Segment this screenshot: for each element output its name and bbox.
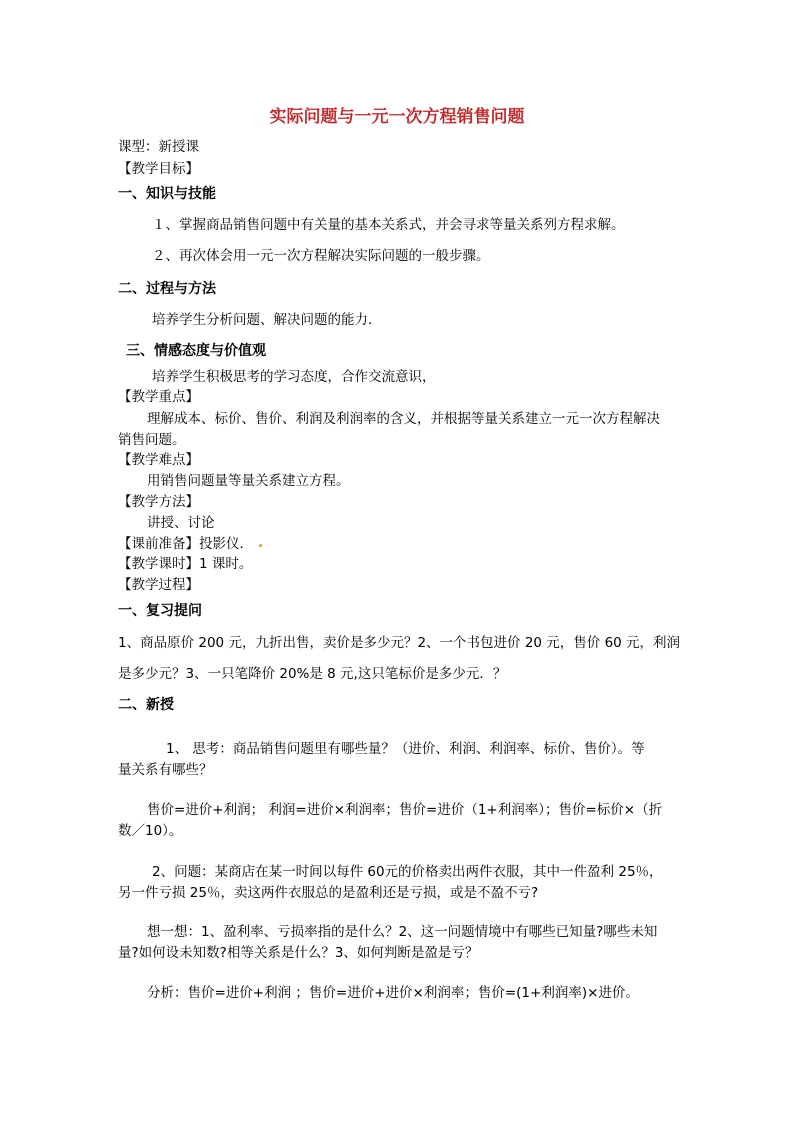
method-header: 【教学方法】 xyxy=(118,494,199,510)
hours-line: 【教学课时】1 课时。 xyxy=(118,556,253,572)
process-header: 【教学过程】 xyxy=(118,577,199,593)
preparation-line xyxy=(118,534,262,554)
formula-line-2: 数／10）。 xyxy=(118,823,183,839)
preparation-text: 【课前准备】投影仪． xyxy=(118,536,253,552)
process-heading: 二、过程与方法 xyxy=(118,281,216,297)
problem-line-2: 另一件亏损 25％，卖这两件衣服总的是盈利还是亏损，或是不盈不亏? xyxy=(118,885,539,901)
formula-line-1: 售价=进价+利润； 利润=进价×利润率；售价=进价（1+利润率）；售价=标价×（折 xyxy=(147,802,663,818)
emotion-heading: 三、情感态度与价值观 xyxy=(126,343,266,359)
knowledge-item-1: １、掌握商品销售问题中有关量的基本关系式，并会寻求等量关系列方程求解。 xyxy=(152,217,625,233)
difficulty-text: 用销售问题量等量关系建立方程。 xyxy=(147,473,350,489)
decorative-dot xyxy=(259,544,262,547)
new-lesson-heading: 二、新授 xyxy=(118,697,174,713)
think-line-1: 1、 思考：商品销售问题里有哪些量？（进价、利润、利润率、标价、售价）。等 xyxy=(166,741,645,757)
consider-line-2: 量?如何设未知数?相等关系是什么？3、如何判断是盈是亏？ xyxy=(118,945,479,961)
think-line-2: 量关系有哪些？ xyxy=(118,762,213,778)
difficulty-header: 【教学难点】 xyxy=(118,452,199,468)
page-title: 实际问题与一元一次方程销售问题 xyxy=(269,107,525,127)
method-text: 讲授、讨论 xyxy=(147,515,215,531)
review-line-1: 1、商品原价 200 元，九折出售，卖价是多少元？2、一个书包进价 20 元，售价 60 元，利润 xyxy=(118,635,681,651)
key-points-line-2: 销售问题。 xyxy=(118,432,186,448)
analysis-line: 分析：售价=进价+利润 ；售价=进价+进价×利润率；售价=(1+利润率)×进价。 xyxy=(147,985,639,1001)
knowledge-item-2: ２、再次体会用一元一次方程解决实际问题的一般步骤。 xyxy=(152,248,490,264)
goals-header: 【教学目标】 xyxy=(118,161,199,177)
review-line-2: 是多少元？3、一只笔降价 20%是 8 元,这只笔标价是多少元．？ xyxy=(118,666,507,682)
consider-line-1: 想一想：1、盈利率、亏损率指的是什么？2、这一问题情境中有哪些已知量?哪些未知 xyxy=(147,924,658,940)
key-points-line-1: 理解成本、标价、售价、利润及利润率的含义，并根据等量关系建立一元一次方程解决 xyxy=(147,411,660,427)
knowledge-heading: 一、知识与技能 xyxy=(118,186,216,202)
key-points-header: 【教学重点】 xyxy=(118,389,199,405)
emotion-text: 培养学生积极思考的学习态度，合作交流意识， xyxy=(152,369,436,385)
process-text: 培养学生分析问题、解决问题的能力． xyxy=(152,312,382,328)
review-heading: 一、复习提问 xyxy=(118,603,202,619)
problem-line-1: 2、问题：某商店在某一时间以每件 60元的价格卖出两件衣服，其中一件盈利 25％， xyxy=(152,864,663,880)
course-type: 课型：新授课 xyxy=(118,139,199,155)
